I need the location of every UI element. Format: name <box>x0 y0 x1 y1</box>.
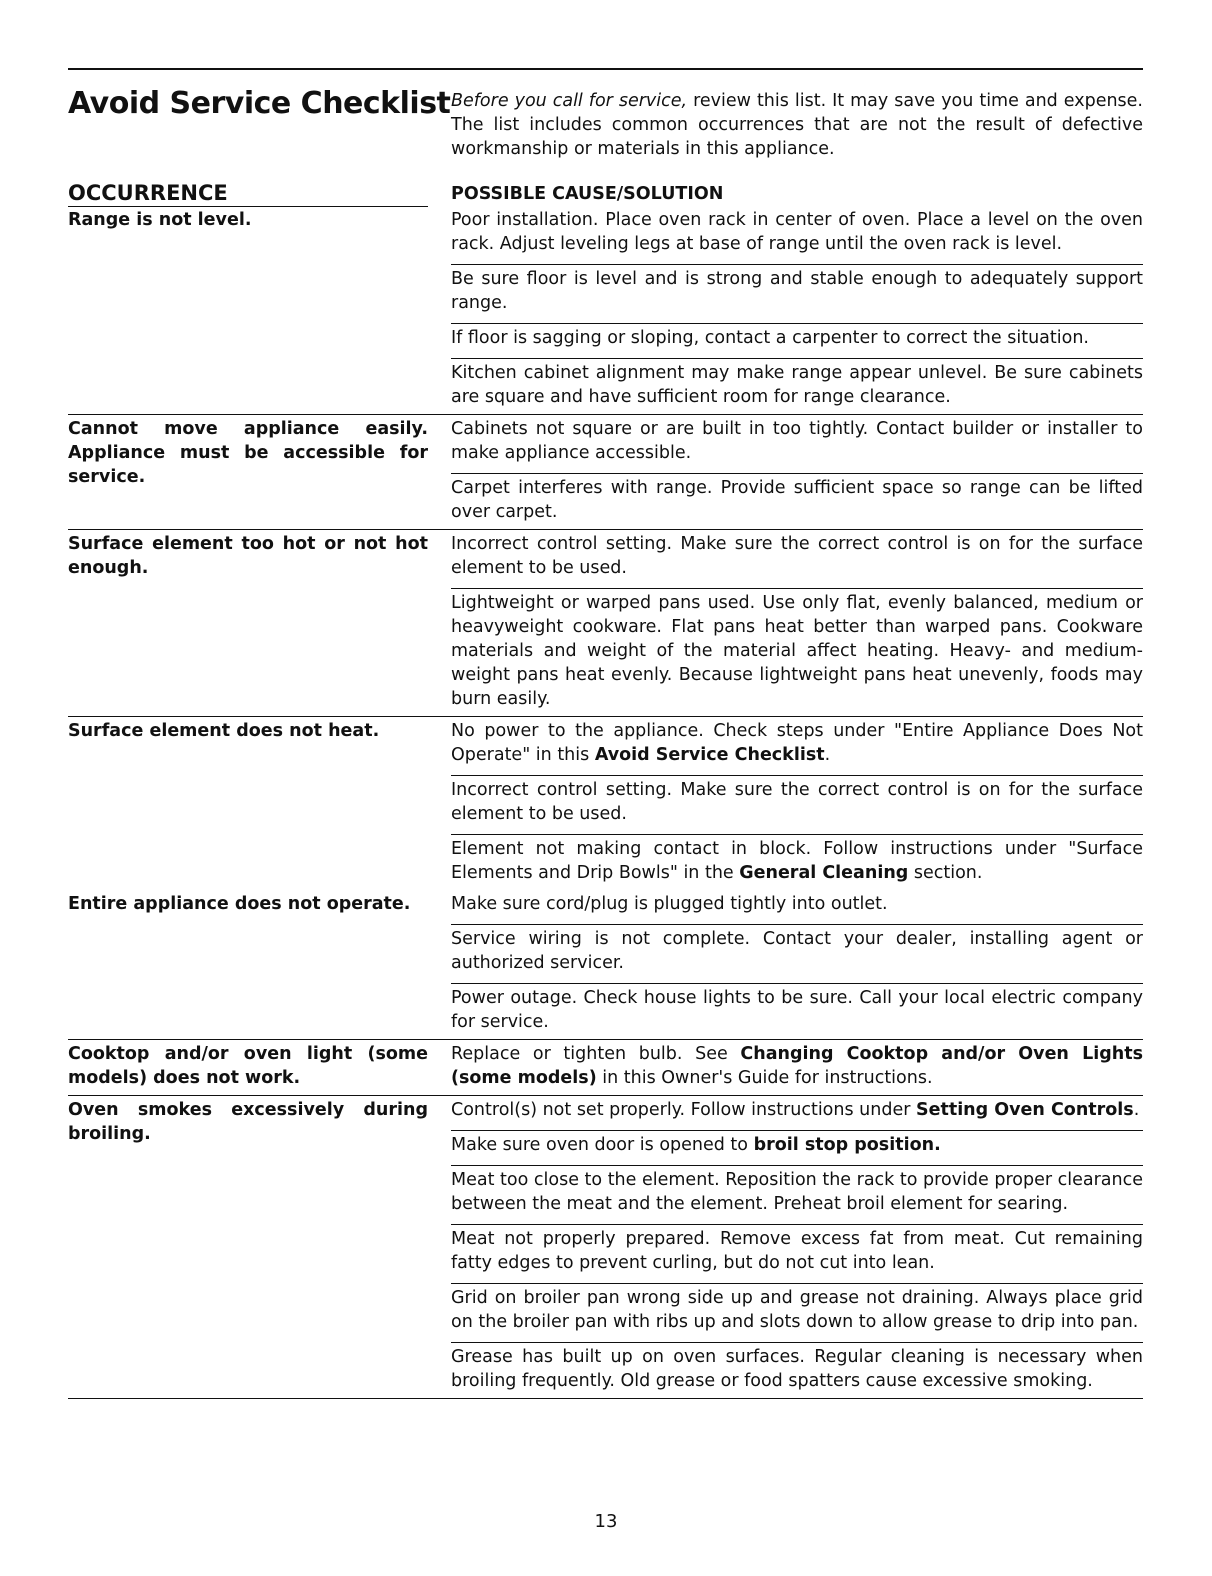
occurrence-cell: Surface element does not heat. <box>68 721 380 741</box>
solution-item <box>451 717 1143 776</box>
solution-item: Be sure floor is level and is strong and stable enough to adequately support range. <box>451 265 1143 324</box>
solution-text-end: . <box>1133 1100 1140 1120</box>
solution-text-end: section. <box>908 863 983 883</box>
solution-text: Make sure oven door is opened to <box>451 1135 754 1155</box>
solution-item <box>451 1096 1143 1131</box>
occurrence-cell: Cooktop and/or oven light (some models) does not work. <box>68 1044 428 1088</box>
solution-text: Replace or tighten bulb. See <box>451 1044 741 1064</box>
intro-rest: review this list. It may save you time and expense. The list includes common occurrences that are not the result of defective workmanship or materials in this appliance. <box>451 91 1143 159</box>
solution-item: Grease has built up on oven surfaces. Regular cleaning is necessary when broiling frequently. Old grease or food spatters cause excessive smoking. <box>451 1347 1143 1391</box>
solution-reference: Changing Cooktop and/or Oven Lights (some models) <box>451 1044 1143 1088</box>
solution-item: Kitchen cabinet alignment may make range appear unlevel. Be sure cabinets are square and have sufficient room for range clearance. <box>451 363 1143 407</box>
page-title: Avoid Service Checklist <box>68 86 451 121</box>
column-headers <box>68 180 1143 206</box>
solution-column <box>451 206 1143 414</box>
solution-item <box>451 835 1143 890</box>
solution-reference: Avoid Service Checklist <box>594 745 825 765</box>
occurrence-cell: Surface element too hot or not hot enough. <box>68 534 428 578</box>
solution-item: Grid on broiler pan wrong side up and grease not draining. Always place grid on the broiler pan with ribs up and slots down to allow grease to drip into pan. <box>451 1284 1143 1343</box>
solution-item <box>451 1131 1143 1166</box>
checklist-row <box>68 530 1143 717</box>
occurrence-header: OCCURRENCE <box>68 180 428 207</box>
solution-text: No power to the appliance. Check steps under "Entire Appliance Does Not Operate" in this <box>451 721 1143 765</box>
solution-item <box>451 1040 1143 1095</box>
solution-item: Make sure cord/plug is plugged tightly into outlet. <box>451 890 1143 925</box>
checklist-table <box>68 206 1143 1399</box>
checklist-row <box>68 206 1143 415</box>
intro-paragraph <box>451 89 1143 161</box>
solution-item: Poor installation. Place oven rack in center of oven. Place a level on the oven rack. Adjust leveling legs at base of range until the oven rack is level. <box>451 206 1143 265</box>
checklist-row <box>68 1096 1143 1399</box>
checklist-row <box>68 890 1143 1040</box>
solution-reference: broil stop position. <box>753 1135 941 1155</box>
solution-text: Control(s) not set properly. Follow instructions under <box>451 1100 916 1120</box>
checklist-row <box>68 1040 1143 1096</box>
solution-item: Meat not properly prepared. Remove excess fat from meat. Cut remaining fatty edges to prevent curling, but do not cut into lean. <box>451 1225 1143 1284</box>
solution-item: Meat too close to the element. Reposition the rack to provide proper clearance between the meat and the element. Preheat broil element for searing. <box>451 1166 1143 1225</box>
solution-item: Power outage. Check house lights to be sure. Call your local electric company for service. <box>451 988 1143 1032</box>
occurrence-cell: Range is not level. <box>68 210 252 230</box>
intro-lead: Before you call for service, <box>451 91 688 111</box>
checklist-row <box>68 717 1143 890</box>
solution-text-end: . <box>824 745 831 765</box>
page-number: 13 <box>594 1511 618 1532</box>
solution-header: POSSIBLE CAUSE/SOLUTION <box>451 184 724 204</box>
solution-item: Carpet interferes with range. Provide sufficient space so range can be lifted over carpet. <box>451 478 1143 522</box>
solution-column <box>451 890 1143 1039</box>
solution-column <box>451 1096 1143 1398</box>
solution-text: Element not making contact in block. Follow instructions under "Surface Elements and Drip Bowls" in the <box>451 839 1143 883</box>
solution-reference: Setting Oven Controls <box>915 1100 1134 1120</box>
solution-item: Cabinets not square or are built in too tightly. Contact builder or installer to make appliance accessible. <box>451 415 1143 474</box>
solution-item: If floor is sagging or sloping, contact a carpenter to correct the situation. <box>451 324 1143 359</box>
solution-item: Service wiring is not complete. Contact your dealer, installing agent or authorized servicer. <box>451 925 1143 984</box>
solution-item: Incorrect control setting. Make sure the correct control is on for the surface element to be used. <box>451 776 1143 835</box>
solution-column <box>451 1040 1143 1095</box>
occurrence-cell: Cannot move appliance easily. Appliance must be accessible for service. <box>68 419 428 487</box>
checklist-row <box>68 415 1143 530</box>
solution-item: Lightweight or warped pans used. Use only flat, evenly balanced, medium or heavyweight cookware. Flat pans heat better than warped pans. Cookware materials and weight of the material affect heating. Heavy- and medium-weight pans heat evenly. Because lightweight pans heat unevenly, foods may burn easily. <box>451 593 1143 709</box>
solution-column <box>451 530 1143 716</box>
occurrence-cell: Entire appliance does not operate. <box>68 894 411 914</box>
solution-text-end: in this Owner's Guide for instructions. <box>596 1068 933 1088</box>
solution-column <box>451 415 1143 529</box>
occurrence-cell: Oven smokes excessively during broiling. <box>68 1100 428 1144</box>
solution-reference: General Cleaning <box>739 863 909 883</box>
top-rule <box>68 68 1143 70</box>
solution-item: Incorrect control setting. Make sure the correct control is on for the surface element to be used. <box>451 530 1143 589</box>
solution-column <box>451 717 1143 890</box>
